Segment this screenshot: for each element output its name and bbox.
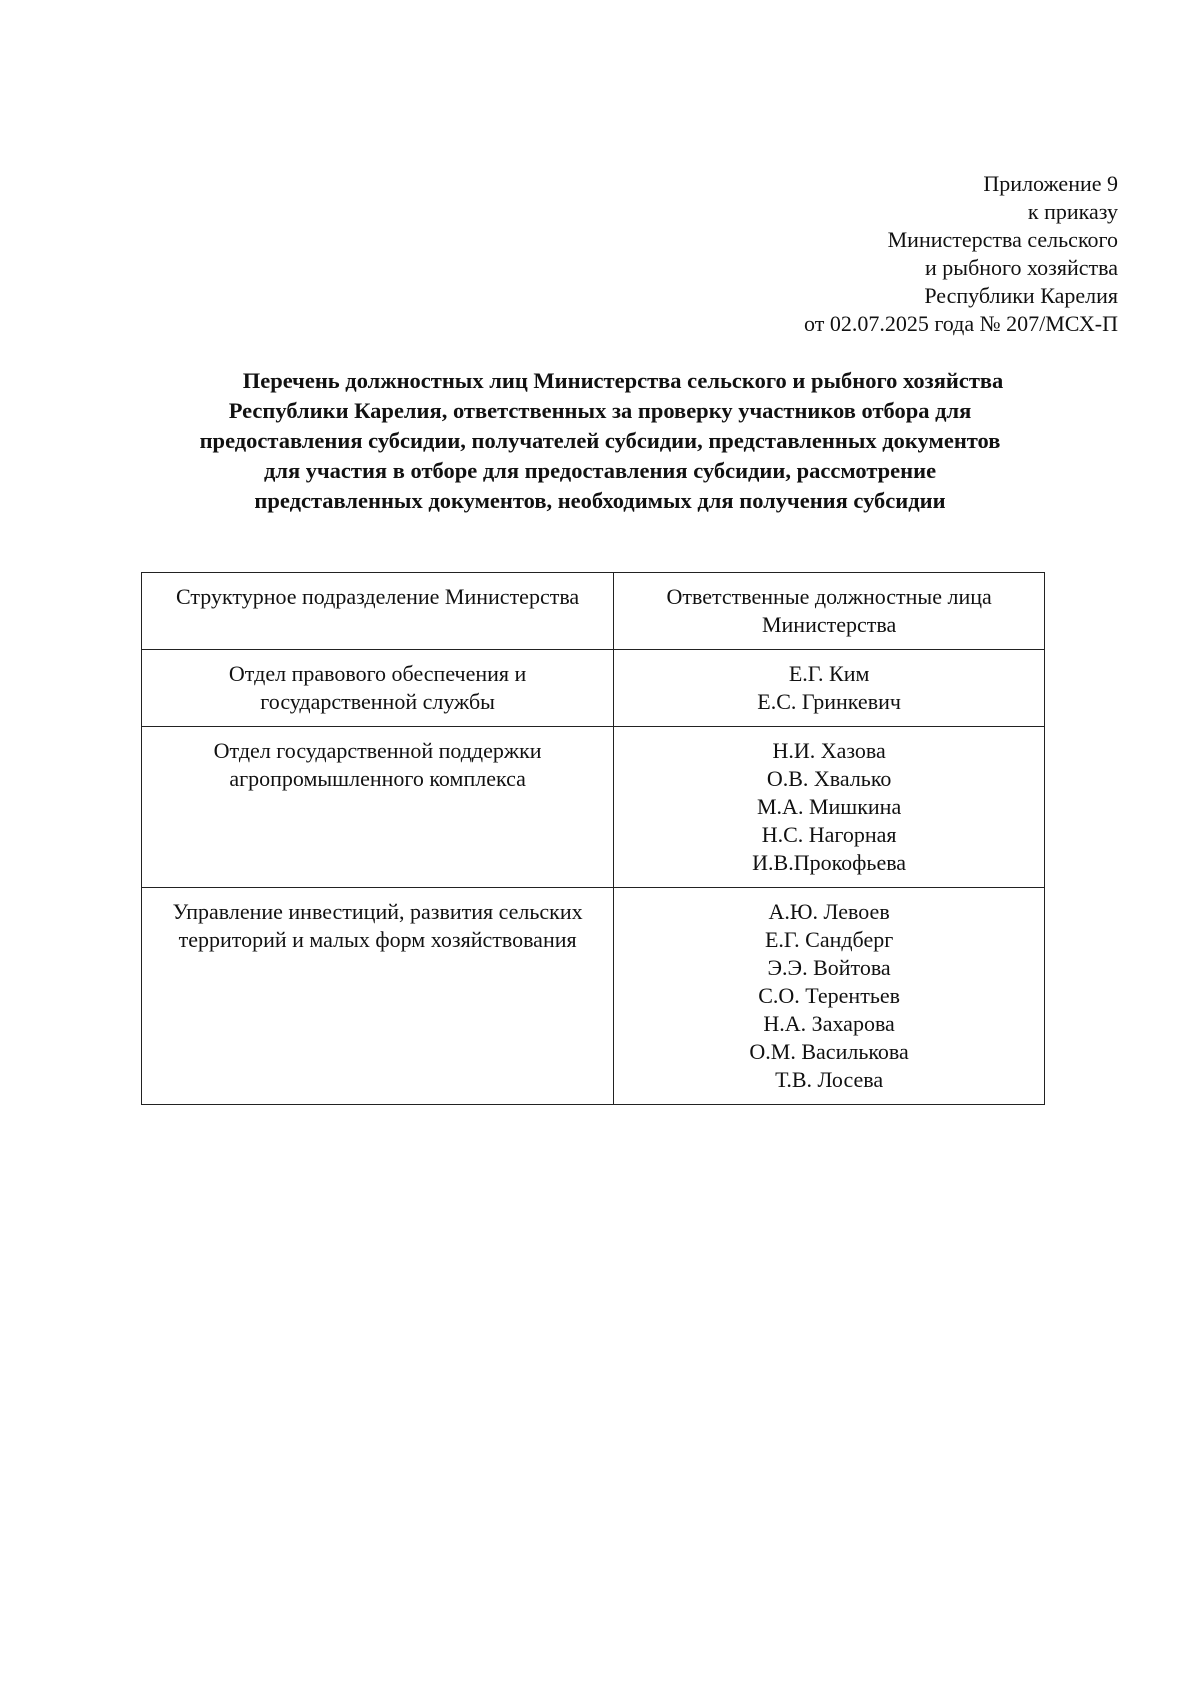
department-name: Отдел правового обеспечения и	[228, 661, 527, 686]
header-department-label: Структурное подразделение Министерства	[176, 584, 580, 609]
officials-cell	[614, 727, 1045, 888]
table-row	[142, 727, 1045, 888]
appendix-line: и рыбного хозяйства	[925, 255, 1118, 280]
official-name: Э.Э. Войтова	[767, 955, 891, 980]
official-name: Н.С. Нагорная	[761, 822, 897, 847]
official-name: И.В.Прокофьева	[752, 850, 907, 875]
title-line: для участия в отборе для предоставления субсидии, рассмотрение	[263, 458, 937, 483]
official-name: О.В. Хвалько	[766, 766, 892, 791]
official-name: С.О. Терентьев	[758, 983, 900, 1008]
header-officials-label: Ответственные должностные лица	[666, 584, 992, 609]
title-line: Республики Карелия, ответственных за проверку участников отбора для	[228, 398, 972, 423]
department-name: агропромышленного комплекса	[229, 766, 526, 791]
department-name: Управление инвестиций, развития сельских	[172, 899, 583, 924]
appendix-line: Приложение 9	[983, 171, 1118, 196]
table-header-row	[142, 573, 1045, 650]
official-name: М.А. Мишкина	[757, 794, 902, 819]
appendix-line: к приказу	[1027, 199, 1118, 224]
department-name: государственной службы	[260, 689, 495, 714]
title-line: представленных документов, необходимых для получения субсидии	[254, 488, 946, 513]
official-name: Е.С. Гринкевич	[757, 689, 901, 714]
official-name: Н.А. Захарова	[763, 1011, 895, 1036]
appendix-line: Министерства сельского	[887, 227, 1118, 252]
official-name: Е.Г. Ким	[788, 661, 870, 686]
responsible-officials-table	[141, 572, 1045, 1105]
official-name: О.М. Василькова	[749, 1039, 909, 1064]
title-line: Перечень должностных лиц Министерства сельского и рыбного хозяйства	[242, 368, 1004, 393]
department-name: территорий и малых форм хозяйствования	[178, 927, 577, 952]
appendix-order-line: от 02.07.2025 года № 207/МСХ-П	[804, 311, 1118, 336]
official-name: Т.В. Лосева	[775, 1067, 884, 1092]
header-officials-label: Министерства	[761, 612, 897, 637]
document-title	[140, 366, 1060, 516]
title-line: предоставления субсидии, получателей субсидии, представленных документов	[199, 428, 1001, 453]
department-cell	[142, 727, 614, 888]
officials-cell	[614, 888, 1045, 1105]
appendix-block	[804, 170, 1118, 338]
official-name: Е.Г. Сандберг	[764, 927, 894, 952]
header-officials-cell	[614, 573, 1045, 650]
department-name: Отдел государственной поддержки	[213, 738, 542, 763]
department-cell	[142, 650, 614, 727]
table-row	[142, 650, 1045, 727]
official-name: А.Ю. Левоев	[768, 899, 890, 924]
appendix-line: Республики Карелия	[924, 283, 1118, 308]
official-name: Н.И. Хазова	[772, 738, 886, 763]
table-row	[142, 888, 1045, 1105]
department-cell	[142, 888, 614, 1105]
officials-cell	[614, 650, 1045, 727]
header-department-cell	[142, 573, 614, 650]
